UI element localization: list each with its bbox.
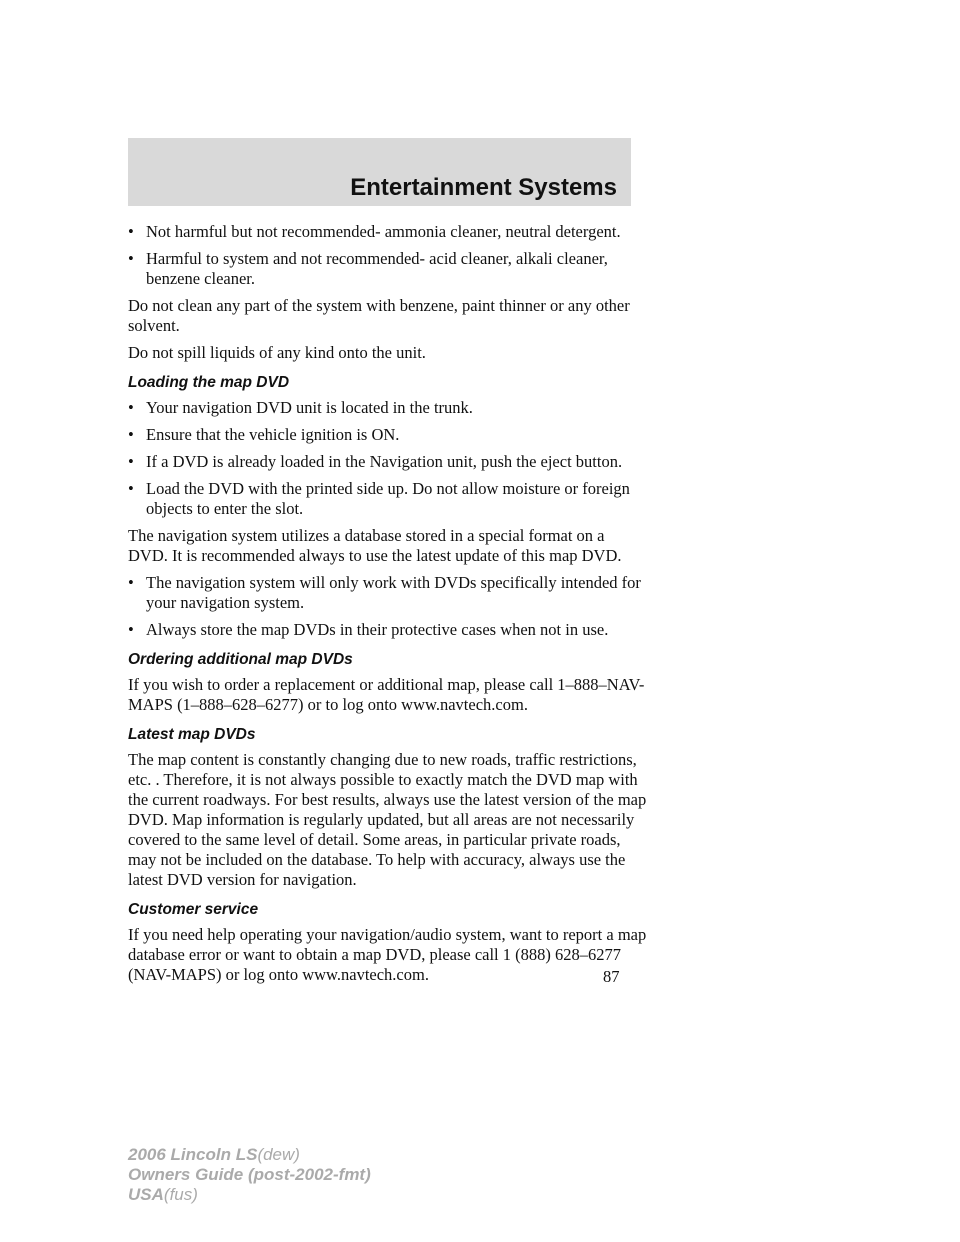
bullet-icon: • <box>128 398 134 417</box>
paragraph: If you need help operating your navigation/audio system, want to report a map database error or want to obtain a map DVD, please call 1 (888) 628–6277 (NAV-MAPS) or log onto www.navtech.com. <box>128 925 647 984</box>
subheading-ordering: Ordering additional map DVDs <box>128 651 353 668</box>
bullet-icon: • <box>128 573 134 592</box>
bullet-icon: • <box>128 479 134 498</box>
subheading-latest: Latest map DVDs <box>128 726 256 743</box>
paragraph: The navigation system utilizes a database stored in a special format on a DVD. It is recommended always to use the latest update of this map DVD. <box>128 526 622 565</box>
page-number: 87 <box>603 967 620 986</box>
paragraph: Do not spill liquids of any kind onto the unit. <box>128 343 426 362</box>
bullet-icon: • <box>128 222 134 241</box>
list-item: • Load the DVD with the printed side up. Do not allow moisture or foreign objects to enter the slot. <box>128 479 630 518</box>
list-item: • Ensure that the vehicle ignition is ON. <box>128 425 400 444</box>
list-item: • If a DVD is already loaded in the Navigation unit, push the eject button. <box>128 452 623 471</box>
list-item: • Harmful to system and not recommended- acid cleaner, alkali cleaner, benzene cleaner. <box>128 249 608 288</box>
bullet-icon: • <box>128 452 134 471</box>
paragraph: If you wish to order a replacement or additional map, please call 1–888–NAV-MAPS (1–888–628–6277) or to log onto www.navtech.com. <box>128 675 645 714</box>
bullet-icon: • <box>128 249 134 268</box>
footer-imprint <box>128 1145 371 1205</box>
bullet-icon: • <box>128 620 134 639</box>
list-item: • The navigation system will only work with DVDs specifically intended for your navigation system. <box>128 573 641 612</box>
section-title: Entertainment Systems <box>350 174 617 201</box>
list-item: • Your navigation DVD unit is located in the trunk. <box>128 398 473 417</box>
paragraph: Do not clean any part of the system with benzene, paint thinner or any other solvent. <box>128 296 630 335</box>
footer-line: USA(fus) <box>128 1185 198 1204</box>
bullet-icon: • <box>128 425 134 444</box>
list-item: • Always store the map DVDs in their protective cases when not in use. <box>128 620 609 639</box>
page-content <box>128 222 648 992</box>
paragraph: The map content is constantly changing due to new roads, traffic restrictions, etc. . Therefore, it is not always possible to exactly match the DVD map with the current roadways. For best results, always use the latest version of the map DVD. Map information is regularly updated, but all areas are not necessarily covered to the same level of detail. Some areas, in particular private roads, may not be included on the database. To help with accuracy, always use the latest DVD version for navigation. <box>128 750 647 889</box>
section-header-band <box>128 138 631 206</box>
footer-line: 2006 Lincoln LS(dew) <box>128 1145 300 1164</box>
list-item: • Not harmful but not recommended- ammonia cleaner, neutral detergent. <box>128 222 621 241</box>
subheading-customer-service: Customer service <box>128 901 259 918</box>
footer-line: Owners Guide (post-2002-fmt) <box>128 1165 371 1184</box>
subheading-loading: Loading the map DVD <box>128 374 290 391</box>
